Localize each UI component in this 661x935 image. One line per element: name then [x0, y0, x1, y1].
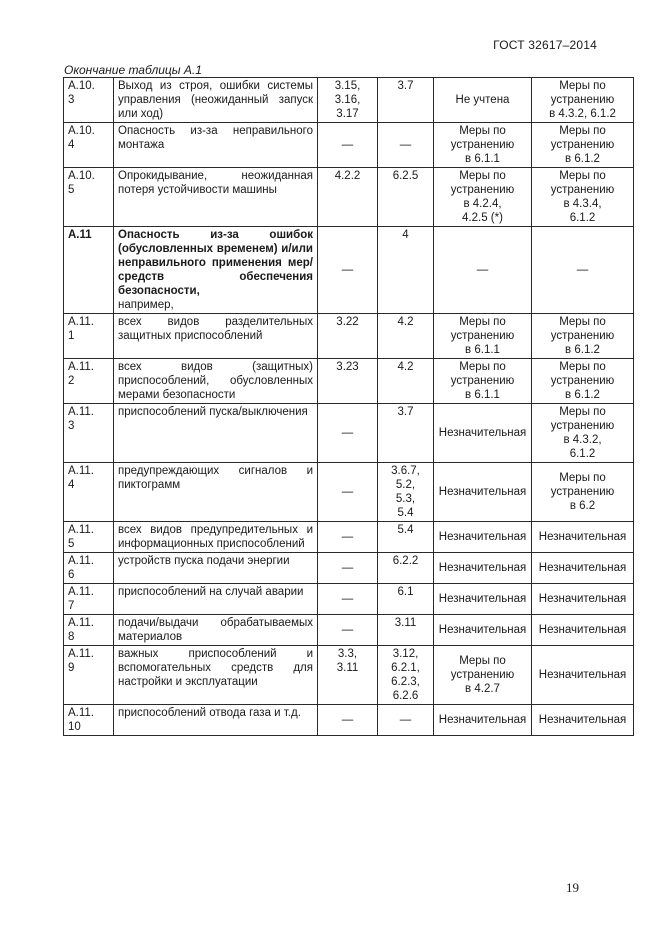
table-row: [64, 359, 634, 404]
row-number: А.10. 3: [64, 78, 114, 123]
reference-2: 3.11: [378, 615, 434, 646]
reference-1: 3.3, 3.11: [318, 646, 378, 705]
hazard-description: всех видов предупредительных и информационных приспособлений: [114, 522, 318, 553]
reference-2: 4.2: [378, 359, 434, 404]
measures-2: Меры по устранению в 4.3.2, 6.1.2: [532, 404, 634, 463]
row-number: А.11. 5: [64, 522, 114, 553]
reference-1: —: [318, 584, 378, 615]
reference-1: 3.22: [318, 314, 378, 359]
hazard-description: приспособлений пуска/выключения: [114, 404, 318, 463]
measures-2: Меры по устранению в 4.3.2, 6.1.2: [532, 78, 634, 123]
row-number: А.11. 8: [64, 615, 114, 646]
row-number: А.11. 7: [64, 584, 114, 615]
measures-1: Незначительная: [434, 615, 532, 646]
table-row: [64, 463, 634, 522]
reference-2: —: [378, 123, 434, 168]
table-row: [64, 553, 634, 584]
row-number: А.11. 3: [64, 404, 114, 463]
table-row: [64, 168, 634, 227]
measures-1: Меры по устранению в 6.1.1: [434, 359, 532, 404]
reference-1: 3.15, 3.16, 3.17: [318, 78, 378, 123]
row-number: А.10. 4: [64, 123, 114, 168]
measures-1: Незначительная: [434, 522, 532, 553]
table-row: [64, 78, 634, 123]
reference-2: 4.2: [378, 314, 434, 359]
hazard-description: устройств пуска подачи энергии: [114, 553, 318, 584]
reference-1: 3.23: [318, 359, 378, 404]
hazard-description-tail: например,: [118, 299, 174, 311]
reference-1: —: [318, 463, 378, 522]
page-number: 19: [566, 880, 579, 895]
row-number: А.11. 4: [64, 463, 114, 522]
reference-1: —: [318, 615, 378, 646]
measures-2: Незначительная: [532, 615, 634, 646]
reference-2: —: [378, 705, 434, 736]
measures-2: Меры по устранению в 6.1.2: [532, 359, 634, 404]
measures-2: Меры по устранению в 6.1.2: [532, 123, 634, 168]
reference-1: —: [318, 553, 378, 584]
hazard-description: Опрокидывание, неожиданная потеря устойчивости машины: [114, 168, 318, 227]
measures-1: Меры по устранению в 6.1.1: [434, 314, 532, 359]
hazard-description: всех видов (защитных) приспособлений, обусловленных мерами безопасности: [114, 359, 318, 404]
reference-1: —: [318, 227, 378, 314]
measures-2: —: [532, 227, 634, 314]
hazard-description: всех видов разделительных защитных приспособлений: [114, 314, 318, 359]
reference-1: —: [318, 404, 378, 463]
reference-2: 3.7: [378, 404, 434, 463]
reference-2: 6.2.2: [378, 553, 434, 584]
reference-2: 6.2.5: [378, 168, 434, 227]
row-number: А.11. 1: [64, 314, 114, 359]
measures-2: Меры по устранению в 6.1.2: [532, 314, 634, 359]
measures-1: Незначительная: [434, 584, 532, 615]
reference-1: —: [318, 705, 378, 736]
hazard-description: предупреждающих сигналов и пиктограмм: [114, 463, 318, 522]
hazard-description: Выход из строя, ошибки системы управления (неожиданный запуск или ход): [114, 78, 318, 123]
hazard-description: подачи/выдачи обрабатываемых материалов: [114, 615, 318, 646]
standard-header: ГОСТ 32617–2014: [493, 38, 597, 52]
row-number: А.11. 9: [64, 646, 114, 705]
measures-1: —: [434, 227, 532, 314]
reference-1: —: [318, 123, 378, 168]
table-row: [64, 646, 634, 705]
table-caption: Окончание таблицы А.1: [64, 63, 202, 77]
measures-2: Незначительная: [532, 522, 634, 553]
row-number: А.11: [64, 227, 114, 314]
hazard-description-bold: Опасность из-за ошибок (обусловленных временем) и/или неправильного применения мер/средств обеспечения безопасности,: [118, 229, 313, 297]
hazard-description: приспособлений на случай аварии: [114, 584, 318, 615]
reference-2: 3.12, 6.2.1, 6.2.3, 6.2.6: [378, 646, 434, 705]
reference-2: 3.6.7, 5.2, 5.3, 5.4: [378, 463, 434, 522]
measures-2: Меры по устранению в 6.2: [532, 463, 634, 522]
measures-1: Незначительная: [434, 553, 532, 584]
measures-2: Незначительная: [532, 553, 634, 584]
measures-1: Не учтена: [434, 78, 532, 123]
reference-2: 3.7: [378, 78, 434, 123]
measures-1: Меры по устранению в 4.2.7: [434, 646, 532, 705]
hazard-description: важных приспособлений и вспомогательных средств для настройки и эксплуатации: [114, 646, 318, 705]
hazard-description: Опасность из-за неправильного монтажа: [114, 123, 318, 168]
table-row: [64, 615, 634, 646]
hazard-table: [63, 77, 634, 736]
table-row: [64, 314, 634, 359]
reference-2: 6.1: [378, 584, 434, 615]
row-number: А.11. 10: [64, 705, 114, 736]
reference-1: 4.2.2: [318, 168, 378, 227]
table-row: [64, 227, 634, 314]
measures-1: Незначительная: [434, 404, 532, 463]
reference-2: 4: [378, 227, 434, 314]
hazard-description: [114, 227, 318, 314]
table-row: [64, 522, 634, 553]
table-row: [64, 123, 634, 168]
table-row: [64, 404, 634, 463]
table-row: [64, 705, 634, 736]
reference-1: —: [318, 522, 378, 553]
row-number: А.10. 5: [64, 168, 114, 227]
reference-2: 5.4: [378, 522, 434, 553]
measures-2: Меры по устранению в 4.3.4, 6.1.2: [532, 168, 634, 227]
measures-1: Меры по устранению в 6.1.1: [434, 123, 532, 168]
row-number: А.11. 2: [64, 359, 114, 404]
row-number: А.11. 6: [64, 553, 114, 584]
measures-2: Незначительная: [532, 705, 634, 736]
measures-1: Незначительная: [434, 705, 532, 736]
hazard-description: приспособлений отвода газа и т.д.: [114, 705, 318, 736]
table-row: [64, 584, 634, 615]
measures-2: Незначительная: [532, 646, 634, 705]
measures-1: Незначительная: [434, 463, 532, 522]
measures-1: Меры по устранению в 4.2.4, 4.2.5 (*): [434, 168, 532, 227]
measures-2: Незначительная: [532, 584, 634, 615]
